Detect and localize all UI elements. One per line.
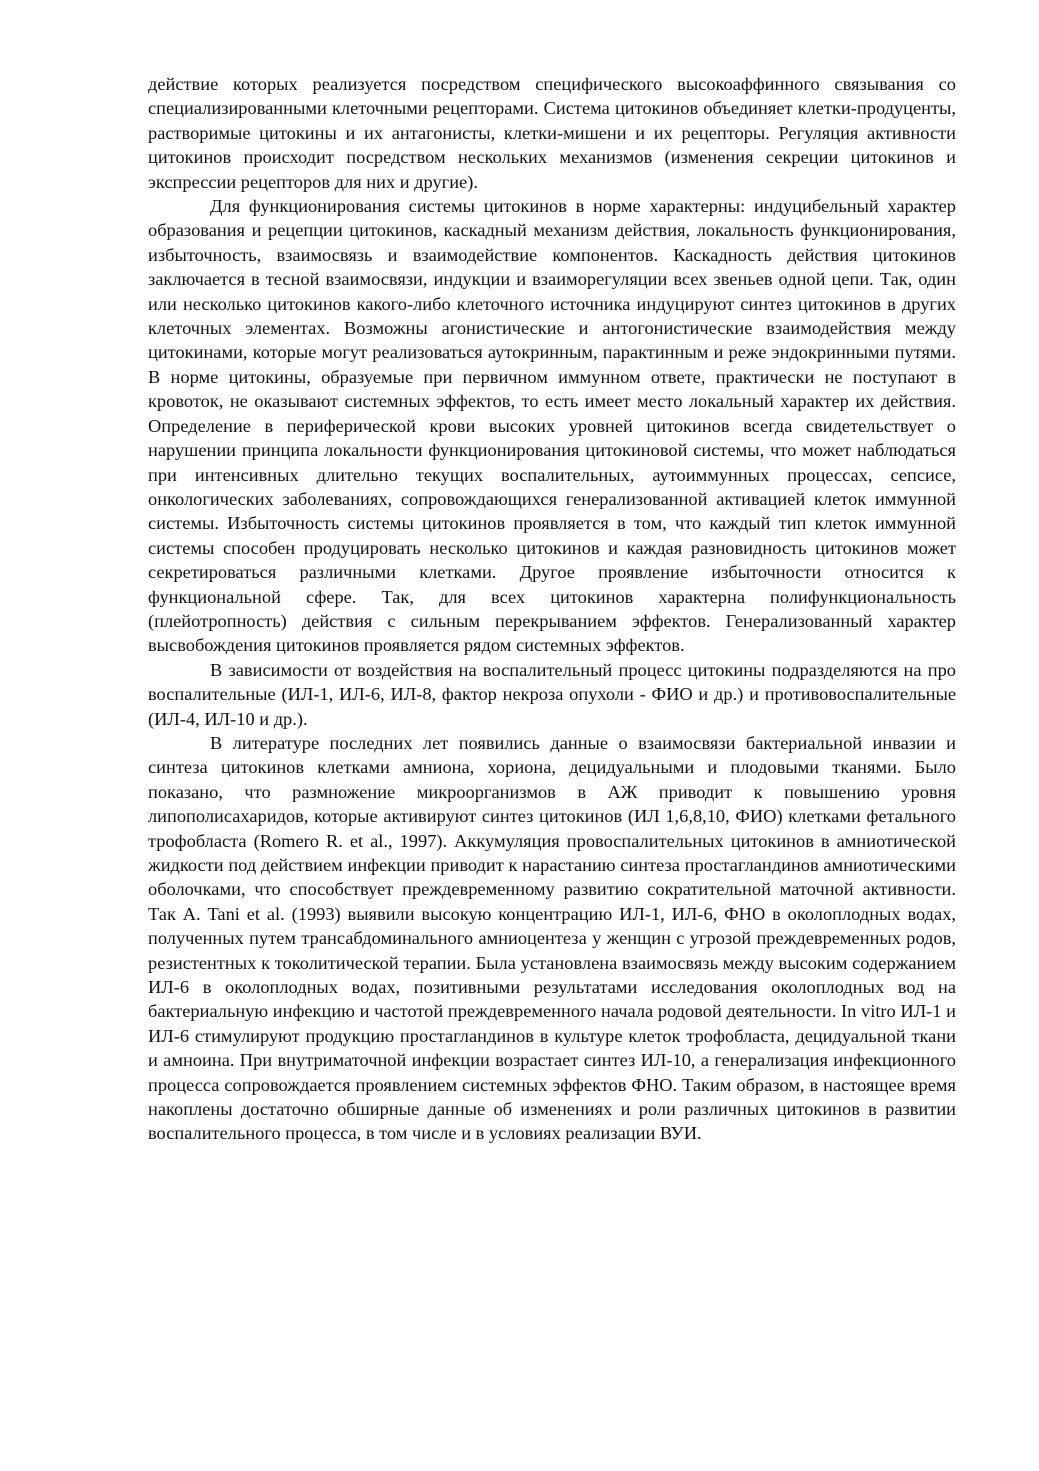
paragraph-cytokine-classification: В зависимости от воздействия на воспалительный процесс цитокины подразделяются на про воспалительные (ИЛ-1, ИЛ-6, ИЛ-8, фактор некроза опухоли - ФИО и др.) и противовоспалительные (ИЛ-4, ИЛ-10 и др.). (148, 659, 956, 729)
paragraph-continuation: действие которых реализуется посредством специфического высокоаффинного связывания со специализированными клеточными рецепторами. Система цитокинов объединяет клетки-продуценты, растворимые цитокины и их антагонисты, клетки-мишени и их рецепторы. Регуляция активности цитокинов происходит посредством нескольких механизмов (изменения секреции цитокинов и экспрессии рецепторов для них и другие). (148, 74, 956, 192)
paragraph-cytokine-system-properties: Для функционирования системы цитокинов в норме характерны: индуцибельный характер образования и рецепции цитокинов, каскадный механизм действия, локальность функционирования, избыточность, взаимосвязь и взаимодействие компонентов. Каскадность действия цитокинов заключается в тесной взаимосвязи, индукции и взаиморегуляции всех звеньев одной цепи. Так, один или несколько цитокинов какого-либо клеточного источника индуцируют синтез цитокинов в других клеточных элементах. Возможны агонистические и антогонистические взаимодействия между цитокинами, которые могут реализоваться аутокринным, парактинным и реже эндокринными путями. В норме цитокины, образуемые при первичном иммунном ответе, практически не поступают в кровоток, не оказывают системных эффектов, то есть имеет место локальный характер их действия. Определение в периферической крови высоких уровней цитокинов всегда свидетельствует о нарушении принципа локальности функционирования цитокиновой системы, что может наблюдаться при интенсивных длительно текущих воспалительных, аутоиммунных процессах, сепсисе, онкологических заболеваниях, сопровождающихся генерализованной активацией клеток иммунной системы. Избыточность системы цитокинов проявляется в том, что каждый тип клеток иммунной системы способен продуцировать несколько цитокинов и каждая разновидность цитокинов может секретироваться различными клетками. Другое проявление избыточности относится к функциональной сфере. Так, для всех цитокинов характерна полифункциональность (плейотропность) действия с сильным перекрыванием эффектов. Генерализованный характер высвобождения цитокинов проявляется рядом системных эффектов. (148, 196, 956, 656)
document-page (148, 72, 956, 1146)
paragraph-literature-review: В литературе последних лет появились данные о взаимосвязи бактериальной инвазии и синтеза цитокинов клетками амниона, хориона, децидуальными и плодовыми тканями. Было показано, что размножение микроорганизмов в АЖ приводит к повышению уровня липополисахаридов, которые активируют синтез цитокинов (ИЛ 1,6,8,10, ФИО) клетками фетального трофобласта (Romero R. et al., 1997). Аккумуляция провоспалительных цитокинов в амниотической жидкости под действием инфекции приводит к нарастанию синтеза простагландинов амниотическими оболочками, что способствует преждевременному развитию сократительной маточной активности. Так А. Tani et al. (1993) выявили высокую концентрацию ИЛ-1, ИЛ-6, ФНО в околоплодных водах, полученных путем трансабдоминального амниоцентеза у женщин с угрозой преждевременных родов, резистентных к токолитической терапии. Была установлена взаимосвязь между высоким содержанием ИЛ-6 в околоплодных водах, позитивными результатами исследования околоплодных вод на бактериальную инфекцию и частотой преждевременного начала родовой деятельности. In vitro ИЛ-1 и ИЛ-6 стимулируют продукцию простагландинов в культуре клеток трофобласта, децидуальной ткани и амноина. При внутриматочной инфекции возрастает синтез ИЛ-10, а генерализация инфекционного процесса сопровождается проявлением системных эффектов ФНО. Таким образом, в настоящее время накоплены достаточно обширные данные об изменениях и роли различных цитокинов в развитии воспалительного процесса, в том числе и в условиях реализации ВУИ. (148, 732, 956, 1144)
